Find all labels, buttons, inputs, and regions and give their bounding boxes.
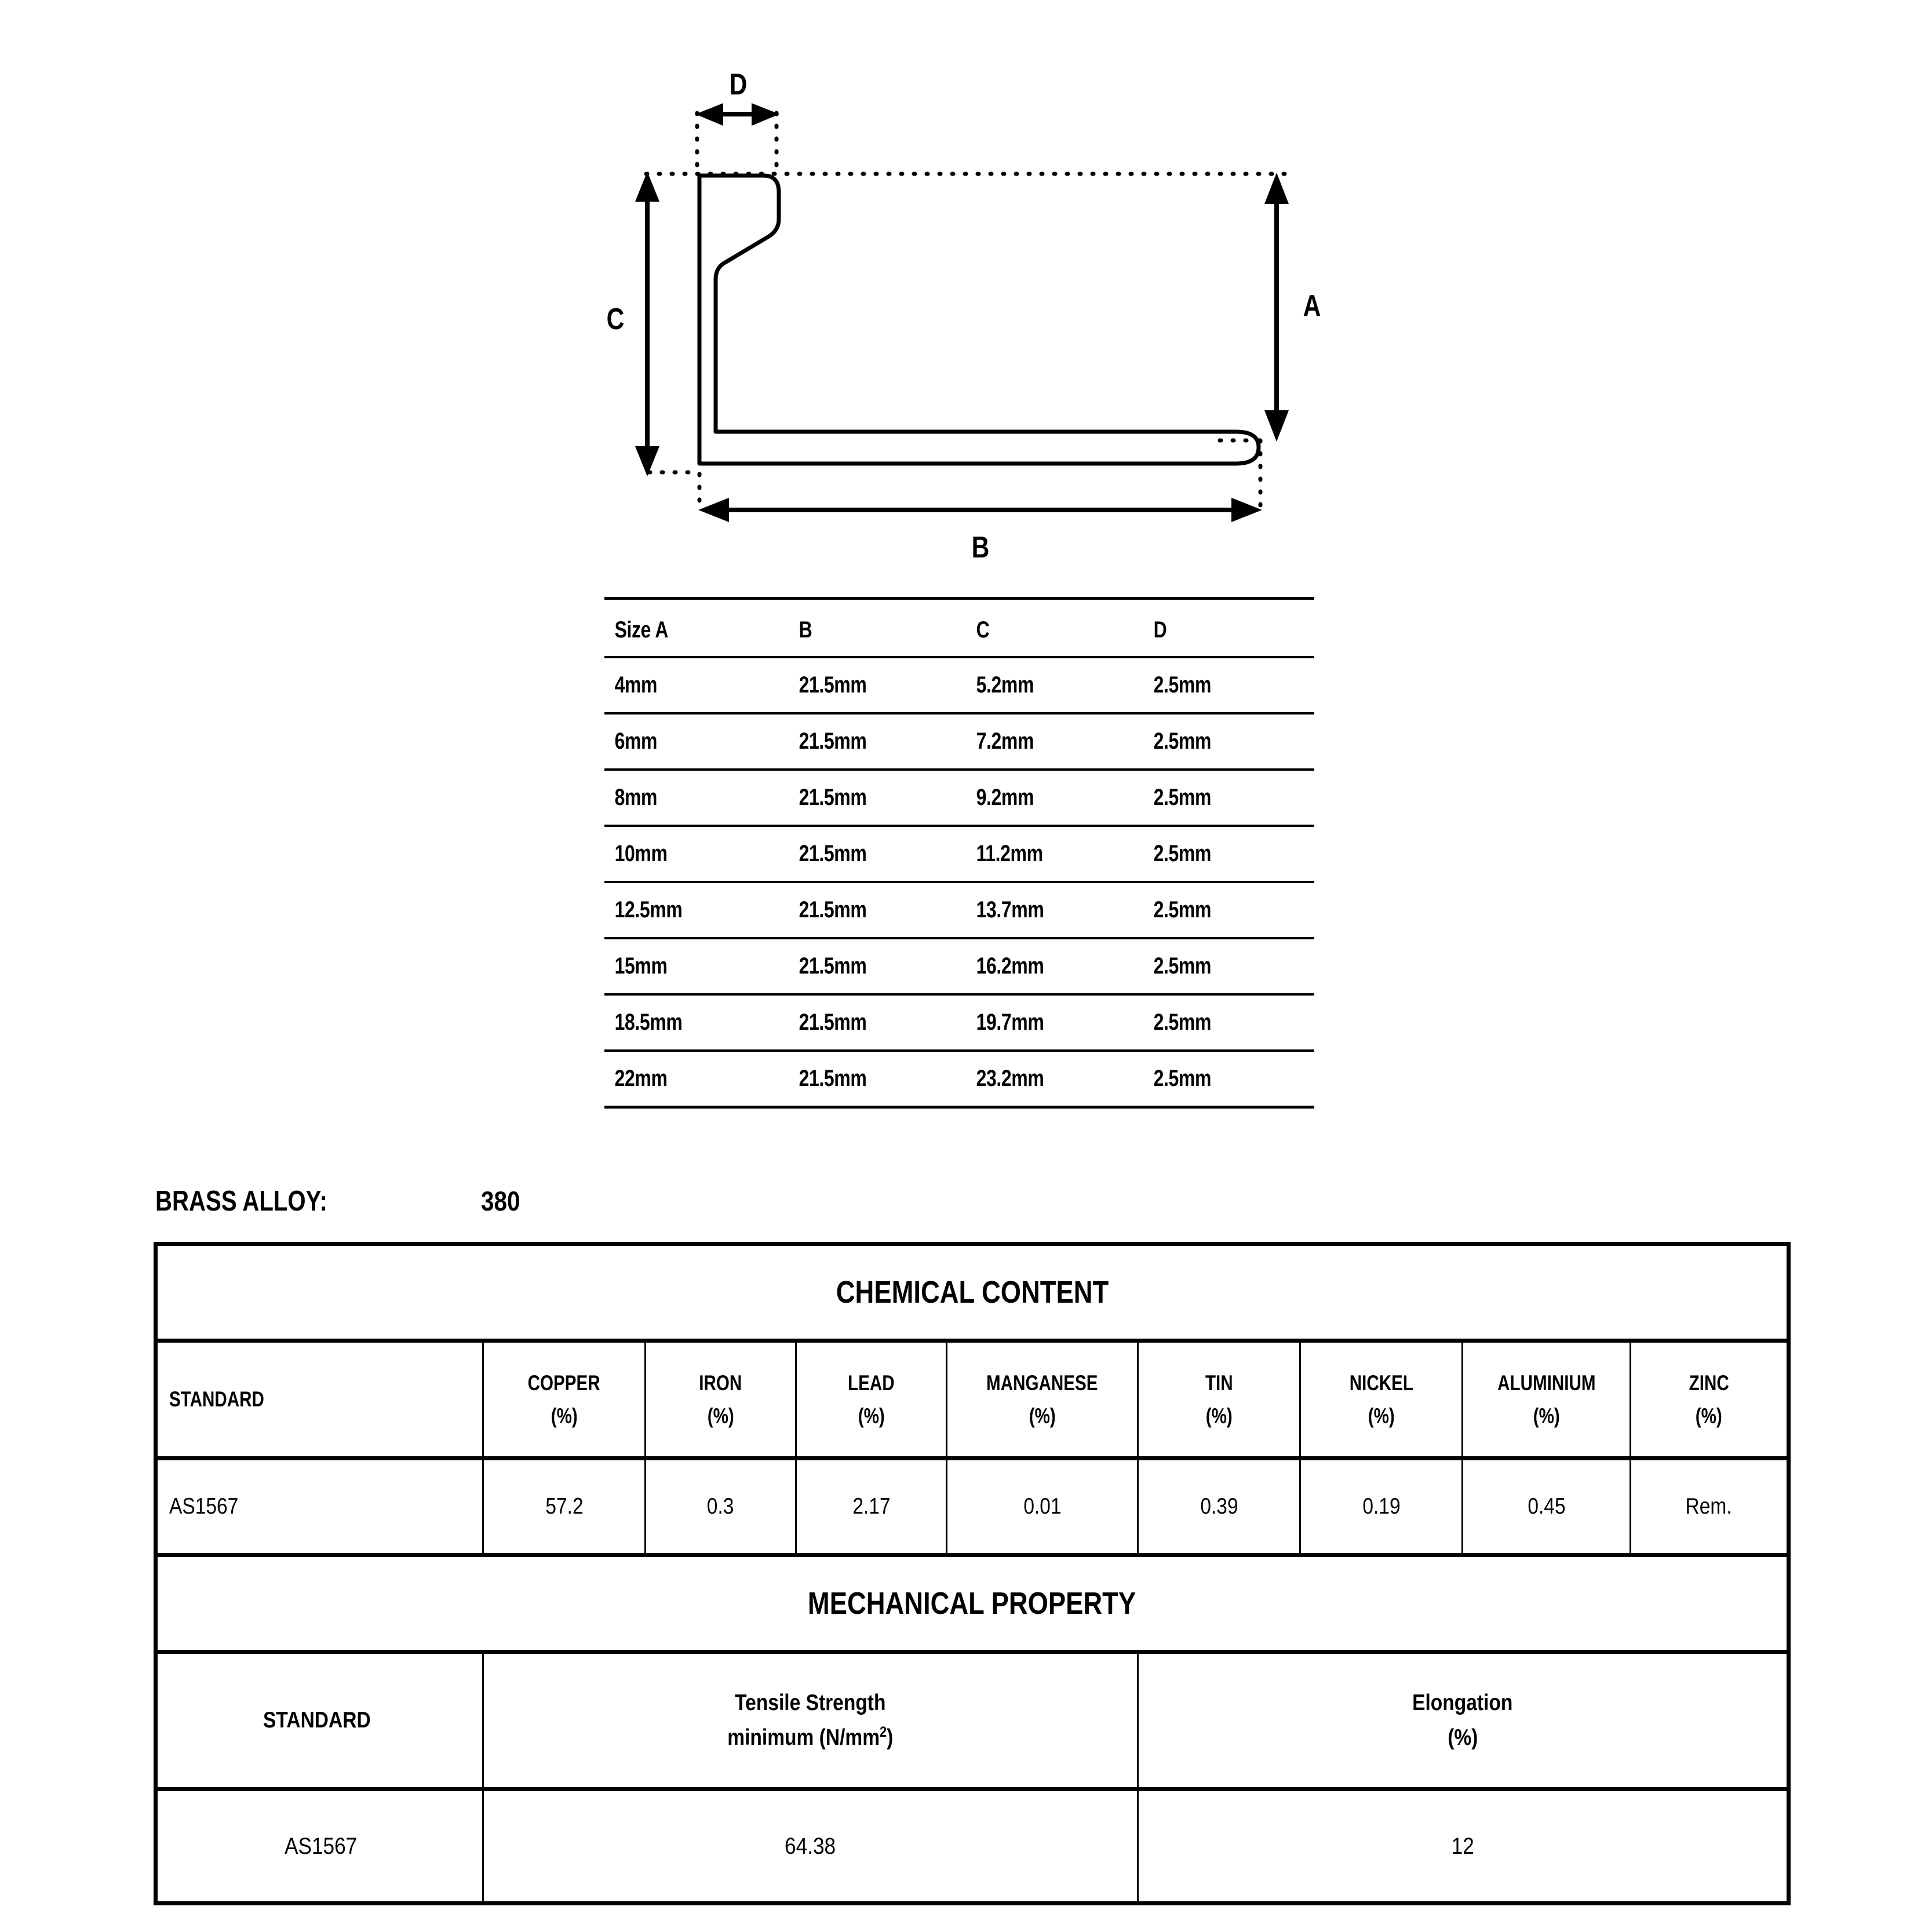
chem-header-zinc	[1631, 1341, 1789, 1459]
mech-header-elongation	[1138, 1652, 1789, 1789]
chemical-content-title-text: CHEMICAL CONTENT	[836, 1275, 1109, 1310]
dimension-arrow-d	[695, 103, 779, 126]
mech-header-standard-text: STANDARD	[263, 1707, 371, 1733]
chem-header-aluminium-name: ALUMINIUM	[1497, 1370, 1596, 1395]
mech-header-tensile	[483, 1652, 1138, 1789]
size-cell-a: 15mm	[604, 938, 752, 994]
chem-header-manganese	[947, 1341, 1138, 1459]
mech-header-elongation-line2: (%)	[1447, 1725, 1478, 1750]
size-cell-a: 10mm	[604, 826, 752, 882]
size-cell-a: 6mm	[604, 713, 752, 770]
size-cell-c: 16.2mm	[966, 938, 1108, 994]
table-row	[604, 826, 1314, 882]
mech-value-standard	[156, 1789, 483, 1904]
table-row	[604, 657, 1314, 713]
chem-value-aluminium-text: 0.45	[1527, 1494, 1566, 1519]
size-cell-d: 2.5mm	[1143, 1051, 1280, 1107]
size-cell-b: 21.5mm	[789, 882, 931, 938]
chem-header-nickel-name: NICKEL	[1349, 1370, 1413, 1395]
mech-header-elongation-line1: Elongation	[1412, 1690, 1513, 1715]
chem-header-zinc-unit: (%)	[1695, 1404, 1723, 1428]
chem-value-nickel-text: 0.19	[1362, 1494, 1401, 1519]
dimension-arrow-a	[1264, 173, 1289, 442]
chem-header-zinc-name: ZINC	[1689, 1370, 1729, 1395]
mech-header-tensile-post: )	[887, 1725, 894, 1750]
mech-value-elongation	[1138, 1789, 1789, 1904]
mech-value-standard-text: AS1567	[284, 1833, 358, 1859]
size-table-container	[604, 597, 1314, 1109]
chem-value-standard-text: AS1567	[169, 1494, 239, 1519]
size-header-a: Size A	[604, 599, 752, 658]
mech-value-elongation-text: 12	[1451, 1833, 1474, 1859]
mech-value-tensile	[483, 1789, 1138, 1904]
profile-drawing-section	[0, 0, 1932, 579]
chem-value-nickel	[1300, 1459, 1463, 1555]
chem-header-copper	[483, 1341, 646, 1459]
chem-value-zinc-text: Rem.	[1685, 1494, 1733, 1519]
size-cell-c: 11.2mm	[966, 826, 1108, 882]
size-cell-d: 2.5mm	[1143, 713, 1280, 770]
chem-value-lead-text: 2.17	[852, 1494, 891, 1519]
size-header-b: B	[789, 599, 931, 658]
extension-lines	[646, 113, 1289, 510]
mechanical-value-row	[156, 1789, 1789, 1904]
mech-header-tensile-line2	[727, 1720, 893, 1755]
table-row	[604, 938, 1314, 994]
dimension-label-c: C	[606, 302, 625, 337]
size-cell-a: 12.5mm	[604, 882, 752, 938]
chem-value-zinc	[1631, 1459, 1789, 1555]
specification-table	[154, 1242, 1791, 1905]
mech-value-tensile-text: 64.38	[785, 1833, 836, 1859]
mech-header-tensile-line1: Tensile Strength	[735, 1690, 886, 1715]
table-row	[604, 713, 1314, 770]
chem-header-tin-unit: (%)	[1205, 1404, 1233, 1428]
dimension-arrow-b	[698, 498, 1262, 522]
mech-header-standard	[156, 1652, 483, 1789]
chem-header-iron-unit: (%)	[707, 1404, 734, 1428]
chem-header-manganese-name: MANGANESE	[986, 1370, 1098, 1395]
size-cell-b: 21.5mm	[789, 657, 931, 713]
size-table-header-row	[604, 599, 1314, 658]
dimension-label-a: A	[1303, 289, 1321, 323]
size-table	[604, 597, 1314, 1109]
size-header-d: D	[1143, 599, 1280, 658]
chem-value-manganese	[947, 1459, 1138, 1555]
brass-alloy-line	[155, 1184, 520, 1219]
size-cell-b: 21.5mm	[789, 713, 931, 770]
mechanical-property-title	[156, 1555, 1789, 1652]
chem-header-iron	[646, 1341, 796, 1459]
chem-value-copper-text: 57.2	[545, 1494, 584, 1519]
chem-value-manganese-text: 0.01	[1023, 1494, 1062, 1519]
size-cell-b: 21.5mm	[789, 994, 931, 1051]
size-cell-d: 2.5mm	[1143, 882, 1280, 938]
chem-value-lead	[796, 1459, 947, 1555]
size-cell-a: 18.5mm	[604, 994, 752, 1051]
mech-header-tensile-sup: 2	[880, 1724, 887, 1740]
chem-value-copper	[483, 1459, 646, 1555]
size-cell-d: 2.5mm	[1143, 938, 1280, 994]
table-row	[604, 770, 1314, 826]
chem-header-tin-name: TIN	[1205, 1370, 1233, 1395]
brass-alloy-value: 380	[481, 1186, 520, 1216]
chem-header-lead-name: LEAD	[848, 1370, 895, 1395]
mechanical-property-title-text: MECHANICAL PROPERTY	[808, 1586, 1136, 1621]
chem-header-nickel	[1300, 1341, 1463, 1459]
dimension-label-d: D	[729, 68, 748, 102]
table-row	[604, 1051, 1314, 1107]
chem-value-tin-text: 0.39	[1200, 1494, 1238, 1519]
chem-header-nickel-unit: (%)	[1368, 1404, 1395, 1428]
size-cell-c: 23.2mm	[966, 1051, 1108, 1107]
chemical-header-row	[156, 1341, 1789, 1459]
size-cell-d: 2.5mm	[1143, 994, 1280, 1051]
mechanical-title-row	[156, 1555, 1789, 1652]
chem-value-aluminium	[1463, 1459, 1631, 1555]
angle-profile-outline	[699, 176, 1259, 464]
chem-header-standard-text: STANDARD	[169, 1387, 264, 1412]
chem-header-copper-unit: (%)	[551, 1404, 578, 1428]
dimension-arrow-c	[635, 172, 659, 476]
chem-header-iron-name: IRON	[699, 1370, 742, 1395]
chem-value-tin	[1138, 1459, 1300, 1555]
chem-header-lead-unit: (%)	[858, 1404, 885, 1428]
size-cell-c: 7.2mm	[966, 713, 1108, 770]
size-cell-b: 21.5mm	[789, 1051, 931, 1107]
chemical-value-row	[156, 1459, 1789, 1555]
size-cell-c: 19.7mm	[966, 994, 1108, 1051]
size-cell-a: 22mm	[604, 1051, 752, 1107]
size-cell-d: 2.5mm	[1143, 770, 1280, 826]
size-cell-d: 2.5mm	[1143, 826, 1280, 882]
size-cell-a: 4mm	[604, 657, 752, 713]
size-cell-c: 13.7mm	[966, 882, 1108, 938]
table-row	[604, 882, 1314, 938]
chem-header-tin	[1138, 1341, 1300, 1459]
brass-alloy-label: BRASS ALLOY:	[155, 1186, 327, 1217]
chem-value-iron	[646, 1459, 796, 1555]
size-cell-a: 8mm	[604, 770, 752, 826]
size-cell-c: 5.2mm	[966, 657, 1108, 713]
chem-header-aluminium	[1463, 1341, 1631, 1459]
chem-value-standard	[156, 1459, 483, 1555]
chemical-content-title	[156, 1244, 1789, 1341]
chem-value-iron-text: 0.3	[707, 1494, 734, 1519]
chem-header-copper-name: COPPER	[527, 1370, 600, 1395]
size-cell-b: 21.5mm	[789, 938, 931, 994]
size-cell-b: 21.5mm	[789, 770, 931, 826]
dimension-label-b: B	[971, 531, 990, 565]
size-cell-d: 2.5mm	[1143, 657, 1280, 713]
table-row	[604, 994, 1314, 1051]
chem-header-aluminium-unit: (%)	[1533, 1404, 1560, 1428]
size-cell-b: 21.5mm	[789, 826, 931, 882]
size-header-c: C	[966, 599, 1108, 658]
chem-header-manganese-unit: (%)	[1029, 1404, 1056, 1428]
chem-header-standard	[156, 1341, 483, 1459]
mechanical-header-row	[156, 1652, 1789, 1789]
mech-header-tensile-pre: minimum (N/mm	[727, 1725, 880, 1750]
chem-header-lead	[796, 1341, 947, 1459]
angle-profile-diagram	[0, 0, 1932, 579]
chemical-title-row	[156, 1244, 1789, 1341]
size-cell-c: 9.2mm	[966, 770, 1108, 826]
